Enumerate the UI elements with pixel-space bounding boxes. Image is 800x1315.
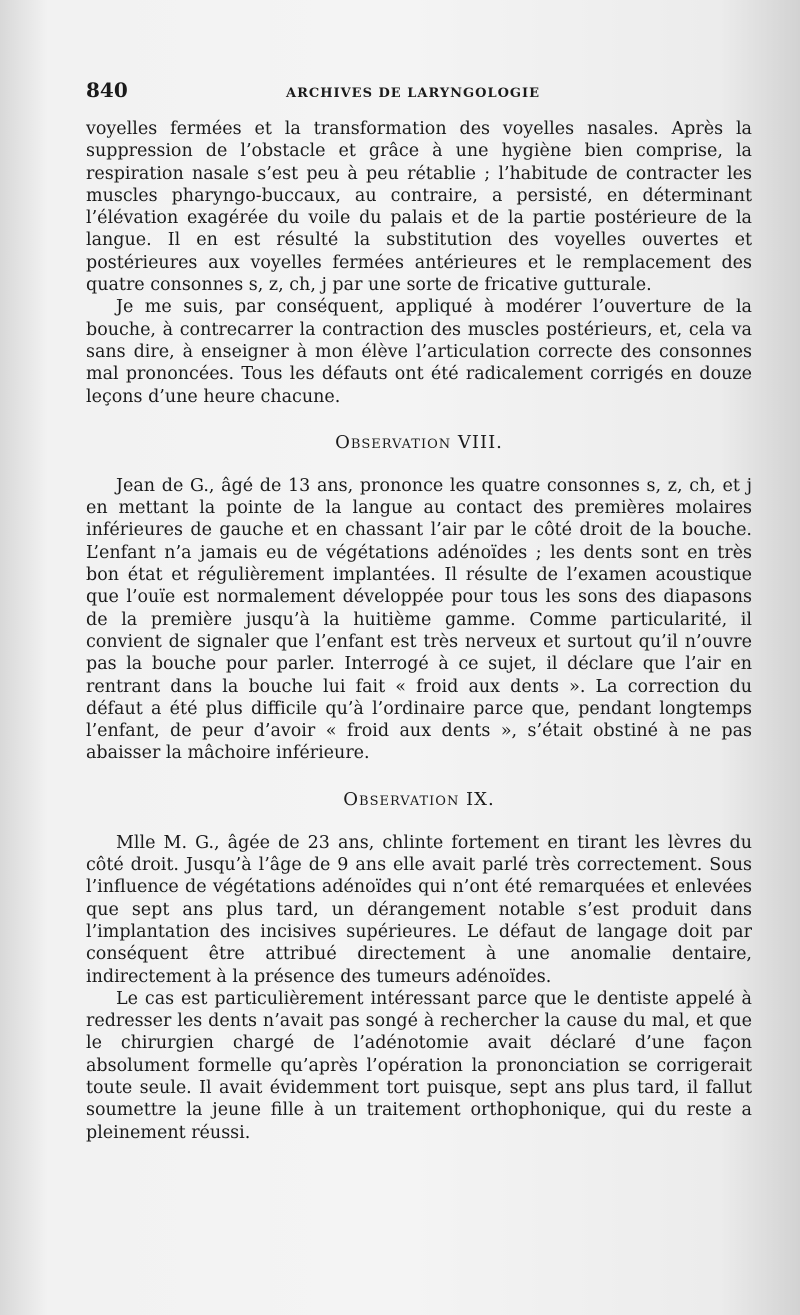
observation-viii-paragraph: Jean de G., âgé de 13 ans, prononce les quatre consonnes s, z, ch, et j en mettant la pointe de la langue au contact des premières molaires inférieures de gauche et en chassant l’air par le côté droit de la bouche. L’enfant n’a jamais eu de végétations adénoïdes ; les dents sont en très bon état et régulièrement implantées. Il résulte de l’examen acoustique que l’ouïe est normalement développée pour tous les sons des diapasons de la première jusqu’à la huitième gamme. Comme particularité, il convient de signaler que l’enfant est très nerveux et surtout qu’il n’ouvre pas la bouche pour parler. Interrogé à ce sujet, il déclare que l’air en rentrant dans la bouche lui fait « froid aux dents ». La correction du défaut a été plus difficile qu’à l’ordinaire parce que, pendant longtemps l’enfant, de peur d’avoir « froid aux dents », s’était obstiné à ne pas abaisser la mâchoire inférieure. [86,475,752,764]
page-number: 840 [86,78,128,102]
observation-viii-title: Observation VIII. [335,431,503,453]
observation-ix-paragraph-2: Le cas est particulièrement intéressant parce que le dentiste appelé à redresser les dents n’avait pas songé à rechercher la cause du mal, et que le chirurgien chargé de l’adénotomie avait déclaré d’une façon absolument formelle qu’après l’opération la prononciation se corrigerait toute seule. Il avait évidemment tort puisque, sept ans plus tard, il fallut soumettre la jeune fille à un traitement orthophonique, qui du reste a pleinement réussi. [86,988,752,1143]
intro-paragraph-2: Je me suis, par conséquent, appliqué à modérer l’ouverture de la bouche, à contrecarrer la contraction des muscles postérieurs, et, cela va sans dire, à enseigner à mon élève l’articulation correcte des consonnes mal prononcées. Tous les défauts ont été radicalement corrigés en douze leçons d’une heure chacune. [86,297,752,407]
observation-ix-title: Observation IX. [343,788,495,810]
intro-paragraph-1: voyelles fermées et la transformation des voyelles nasales. Après la suppression de l’obstacle et grâce à une hygiène bien comprise, la respiration nasale s’est peu à peu rétablie ; l’habitude de contracter les muscles pharyngo-buccaux, au contraire, a persisté, en déterminant l’élévation exagérée du voile du palais et de la partie postérieure de la langue. Il en est résulté la substitution des voyelles ouvertes et postérieures aux voyelles fermées antérieures et le remplacement des quatre consonnes s, z, ch, j par une sorte de fricative gutturale. [86,119,752,296]
running-head: ARCHIVES DE LARYNGOLOGIE [286,86,540,101]
observation-ix-paragraph-1: Mlle M. G., âgée de 23 ans, chlinte fortement en tirant les lèvres du côté droit. Jusqu’à l’âge de 9 ans elle avait parlé très correctement. Sous l’influence de végétations adénoïdes qui n’ont été remarquées et enlevées que sept ans plus tard, un dérangement notable s’est produit dans l’implantation des incisives supérieures. Le défaut de langage doit par conséquent être attribué directement à une anomalie dentaire, indirectement à la présence des tumeurs adénoïdes. [86,832,752,987]
page-header [86,78,752,118]
